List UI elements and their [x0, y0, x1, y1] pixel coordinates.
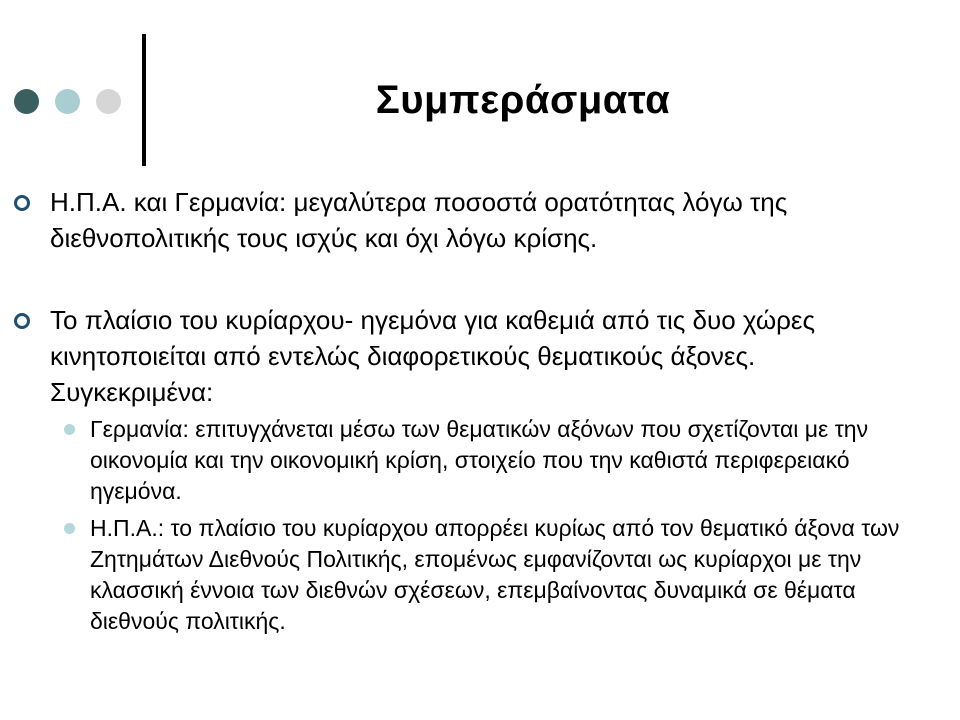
sub-bullet-item-2	[14, 513, 924, 637]
sub-bullet-text: Η.Π.Α.: το πλαίσιο του κυρίαρχου απορρέει κυρίως από τον θεματικό άξονα των Ζητημάτων Διεθνούς Πολιτικής, επομένως εμφανίζονται ως κυρίαρχοι με την κλασσική έννοια των διεθνών σχέσεων, επεμβαίνοντας δυναμικά σε θέματα διεθνούς πολιτικής.	[90, 515, 900, 634]
gray-dot-icon	[96, 89, 121, 114]
dot-bullet-icon	[64, 523, 75, 534]
bullet-text: Το πλαίσιο του κυρίαρχου- ηγεμόνα για καθεμιά από τις δυο χώρες κινητοποιείται από εντελώς διαφορετικούς θεματικούς άξονες. Συγκεκριμένα:	[50, 305, 816, 407]
bullet-text: Η.Π.Α. και Γερμανία: μεγαλύτερα ποσοστά ορατότητας λόγω της διεθνοπολιτικής τους ισχύς και όχι λόγω κρίσης.	[50, 187, 788, 253]
ring-bullet-icon	[14, 195, 30, 211]
slide-title: Συμπεράσματα	[375, 78, 671, 122]
dark-dot-icon	[14, 89, 39, 114]
sub-bullet-text: Γερμανία: επιτυγχάνεται μέσω των θεματικών αξόνων που σχετίζονται με την οικονομία και την οικονομική κρίση, στοιχείο που την καθιστά περιφερειακό ηγεμόνα.	[90, 416, 869, 504]
light-teal-dot-icon	[55, 89, 80, 114]
sub-bullet-list	[14, 414, 924, 637]
decorative-dots	[14, 88, 137, 114]
bullet-item-1	[14, 184, 924, 256]
sub-bullet-item-1	[14, 414, 924, 507]
bullet-item-2	[14, 302, 924, 410]
slide-content	[14, 184, 924, 637]
ring-bullet-icon	[14, 313, 30, 329]
dot-bullet-icon	[64, 424, 75, 435]
